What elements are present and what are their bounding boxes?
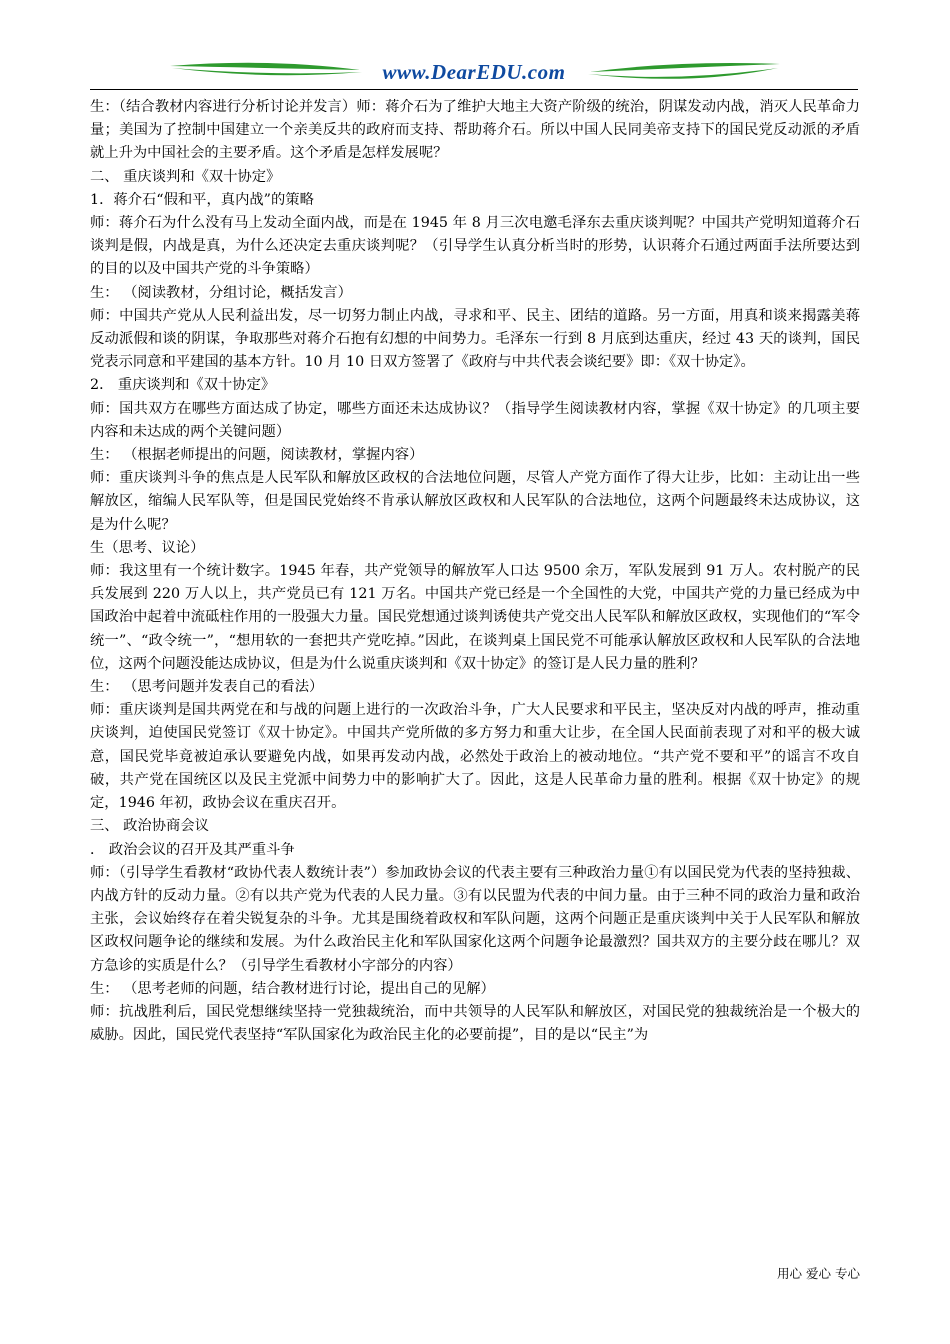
site-header [90, 56, 858, 90]
paragraph: 生（思考、议论） [90, 539, 205, 556]
paragraph: 师：抗战胜利后，国民党想继续坚持一党独裁统治，而中共领导的人民军队和解放区，对国民党的独裁统治是一个极大的威胁。因此，国民党代表坚持“军队国家化为政治民主化的必要前提”，目的是以“民主”为 [90, 1003, 860, 1044]
page-footer: 用心 爱心 专心 [777, 1266, 860, 1281]
paragraph: 生： （思考老师的问题，结合教材进行讨论，提出自己的见解） [90, 980, 495, 997]
paragraph: 师：重庆谈判是国共两党在和与战的问题上进行的一次政治斗争，广大人民要求和平民主，坚决反对内战的呼声，推动重庆谈判，迫使国民党签订《双十协定》。中国共产党所做的多方努力和重大让步，在全国人民面前表现了对和平的极大诚意，国民党毕竟被迫承认要避免内战，如果再发动内战，必然处于政治上的被动地位。“共产党不要和平”的谣言不攻自破，共产党在国统区以及民主党派中间势力中的影响扩大了。因此，这是人民革命力量的胜利。根据《双十协定》的规定，1946 年初，政协会议在重庆召开。 [90, 702, 860, 812]
subsection-heading: ． 政治会议的召开及其严重斗争 [90, 841, 295, 858]
paragraph: 师：我这里有一个统计数字。1945 年春，共产党领导的解放军人口达 9500 余万，军队发展到 91 万人。农村脱产的民兵发展到 220 万人以上，共产党员已有 121 万名。中国共产党已经是一个全国性的大党，中国共产党的力量已经成为中国政治中起着中流砥柱作用的一股强大力量。国民党想通过谈判诱使共产党交出人民军队和解放区政权，实现他们的“军令统一”、“政令统一”，“想用软的一套把共产党吃掉。”因此，在谈判桌上国民党不可能承认解放区政权和人民军队的合法地位，这两个问题没能达成协议，但是为什么说重庆谈判和《双十协定》的签订是人民力量的胜利？ [90, 563, 860, 672]
paragraph: 师：国共双方在哪些方面达成了协定，哪些方面还未达成协议？（指导学生阅读教材内容，掌握《双十协定》的几项主要内容和未达成的两个关键问题） [90, 400, 860, 440]
paragraph: 生： （根据老师提出的问题，阅读教材，掌握内容） [90, 447, 424, 464]
paragraph: 师：（引导学生看教材“政协代表人数统计表”）参加政协会议的代表主要有三种政治力量①有以国民党为代表的坚持独裁、内战方针的反动力量。②有以共产党为代表的人民力量。③有以民盟为代表的中间力量。由于三种不同的政治力量和政治主张，会议始终存在着尖锐复杂的斗争。尤其是围绕着政权和军队问题，这两个问题正是重庆谈判中关于人民军队和解放区政权问题争论的继续和发展。为什么政治民主化和军队国家化这两个问题争论最激烈？国共双方的主要分歧在哪儿？双方急诊的实质是什么？（引导学生看教材小字部分的内容） [90, 864, 860, 974]
paragraph: 生： （思考问题并发表自己的看法） [90, 679, 324, 696]
paragraph: 师：蒋介石为什么没有马上发动全面内战，而是在 1945 年 8 月三次电邀毛泽东去重庆谈判呢？中国共产党明知道蒋介石谈判是假，内战是真，为什么还决定去重庆谈判呢？（引导学生认真分析当时的形势，认识蒋介石通过两面手法所要达到的目的以及中国共产党的斗争策略） [90, 215, 860, 278]
paragraph: 生： （阅读教材，分组讨论，概括发言） [90, 284, 352, 301]
subsection-heading: 1．蒋介石“假和平，真内战”的策略 [90, 191, 314, 208]
document-body [90, 96, 860, 1047]
paragraph: 生：（结合教材内容进行分析讨论并发言）师：蒋介石为了维护大地主大资产阶级的统治，阴谋发动内战，消灭人民革命力量；美国为了控制中国建立一个亲美反共的政府而支持、帮助蒋介石。所以中国人民同美帝支持下的国民党反动派的矛盾就上升为中国社会的主要矛盾。这个矛盾是怎样发展呢？ [90, 99, 860, 162]
header-divider [90, 89, 858, 90]
paragraph: 师：重庆谈判斗争的焦点是人民军队和解放区政权的合法地位问题，尽管人产党方面作了得大让步，比如：主动让出一些解放区，缩编人民军队等，但是国民党始终不肯承认解放区政权和人民军队的合法地位，这两个问题最终未达成协议，这是为什么呢？ [90, 470, 860, 533]
section-heading: 三、 政治协商会议 [90, 818, 209, 835]
subsection-heading: 2． 重庆谈判和《双十协定》 [90, 377, 276, 394]
section-heading: 二、 重庆谈判和《双十协定》 [90, 168, 281, 185]
site-url: www.DearEDU.com [382, 60, 566, 84]
paragraph: 师：中国共产党从人民利益出发，尽一切努力制止内战，寻求和平、民主、团结的道路。另一方面，用真和谈来揭露美蒋反动派假和谈的阴谋，争取那些对蒋介石抱有幻想的中间势力。毛泽东一行到 8 月底到达重庆，经过 43 天的谈判，国民党表示同意和平建国的基本方针。10 月 10 日双方签署了《政府与中共代表会谈纪要》即：《双十协定》。 [90, 307, 860, 371]
